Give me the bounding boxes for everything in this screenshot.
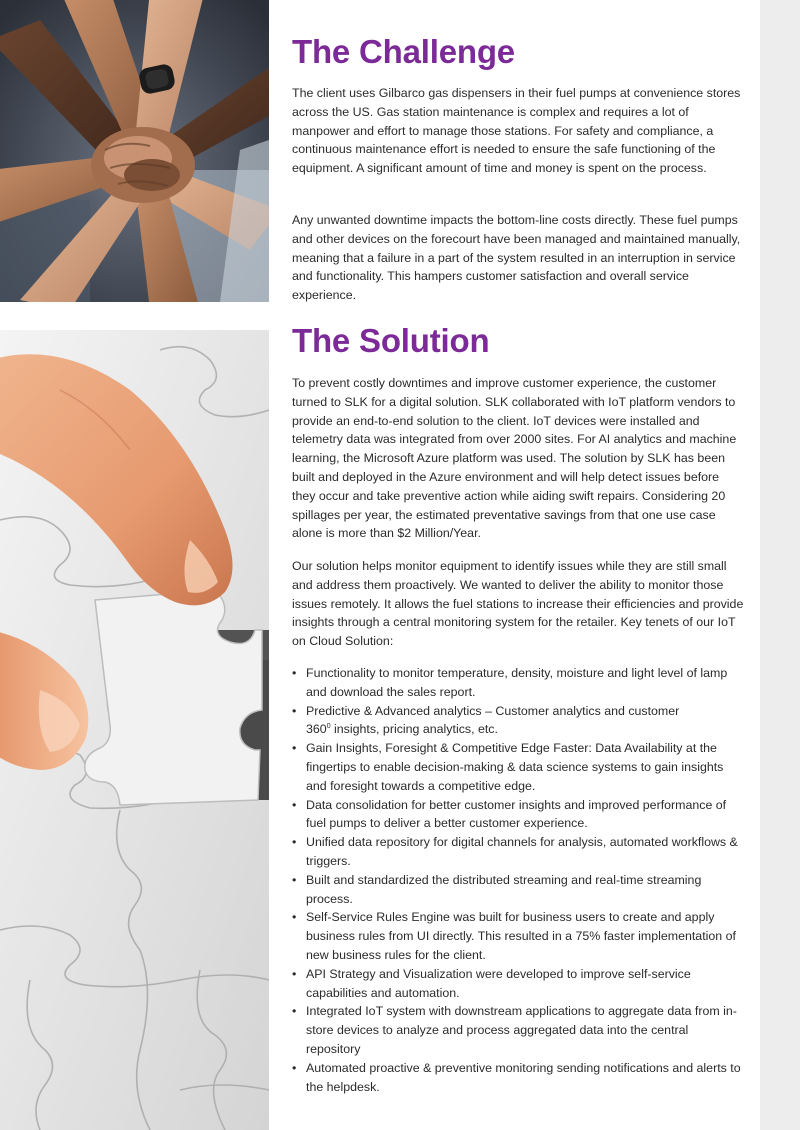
section-title-solution: The Solution <box>292 322 490 359</box>
list-item: • Automated proactive & preventive monitoring sending notifications and alerts to the helpdesk. <box>292 1059 744 1097</box>
challenge-paragraph: The client uses Gilbarco gas dispensers in their fuel pumps at convenience stores across the US. Gas station maintenance is complex and requires a lot of manpower and effort to manage those stations. For safety and compliance, a continuous maintenance effort is needed to ensure the safe functioning of the equipment. A significant amount of time and money is spent on the process. <box>292 86 741 176</box>
list-item: • Data consolidation for better customer insights and improved performance of fuel pumps to deliver a better customer experience. <box>292 796 744 834</box>
list-item <box>292 702 744 740</box>
page-margin-strip <box>760 0 800 1130</box>
list-item: • Built and standardized the distributed streaming and real-time streaming process. <box>292 871 744 909</box>
hands-stacked-teamwork-photo <box>0 0 269 302</box>
puzzle-piece-fingers-photo <box>0 330 269 1130</box>
solution-paragraph: Our solution helps monitor equipment to identify issues while they are still small and address them proactively. We wanted to deliver the ability to monitor those issues remotely. It allows the fuel stations to increase their efficiencies and provide insights through a central monitoring system for the retailer. Key tenets of our IoT on Cloud Solution: <box>292 559 744 649</box>
list-item: • Self-Service Rules Engine was built for business users to create and apply business rules from UI directly. This resulted in a 75% faster implementation of new business rules for the client. <box>292 908 744 964</box>
list-item: • Functionality to monitor temperature, density, moisture and light level of lamp and download the sales report. <box>292 664 744 702</box>
list-item: • Gain Insights, Foresight & Competitive Edge Faster: Data Availability at the fingertips to enable decision-making & data science systems to gain insights and foresight towards a competitive edge. <box>292 739 744 795</box>
challenge-paragraph: Any unwanted downtime impacts the bottom-line costs directly. These fuel pumps and other devices on the forecourt have been managed and maintained manually, meaning that a failure in a part of the system resulted in an interruption in service and functionality. This hampers customer satisfaction and overall service experience. <box>292 213 741 303</box>
section-title-challenge: The Challenge <box>292 33 515 70</box>
list-item-text: Predictive & Advanced analytics – Customer analytics and customer <box>306 703 680 718</box>
key-tenets-list <box>292 664 744 1096</box>
list-item-text: insights, pricing analytics, etc. <box>330 722 498 737</box>
list-item: • Integrated IoT system with downstream applications to aggregate data from in-store devices to analyze and process aggregated data into the central repository <box>292 1002 744 1058</box>
superscript: 0 <box>326 723 331 731</box>
list-item: • API Strategy and Visualization were developed to improve self-service capabilities and automation. <box>292 965 744 1003</box>
solution-paragraph: To prevent costly downtimes and improve customer experience, the customer turned to SLK for a digital solution. SLK collaborated with IoT platform vendors to provide an end-to-end solution to the client. IoT devices were installed and telemetry data was integrated from over 2000 sites. For AI analytics and machine learning, the Microsoft Azure platform was used. The solution by SLK has been built and deployed in the Azure environment and will help detect issues before they occur and take preventive action while aiding swift repairs. Considering 20 spillages per year, the estimated preventative savings from that one use case alone is more than $2 Million/Year. <box>292 376 737 541</box>
list-item-text: 360 <box>306 722 327 737</box>
list-item: • Unified data repository for digital channels for analysis, automated workflows & triggers. <box>292 833 744 871</box>
